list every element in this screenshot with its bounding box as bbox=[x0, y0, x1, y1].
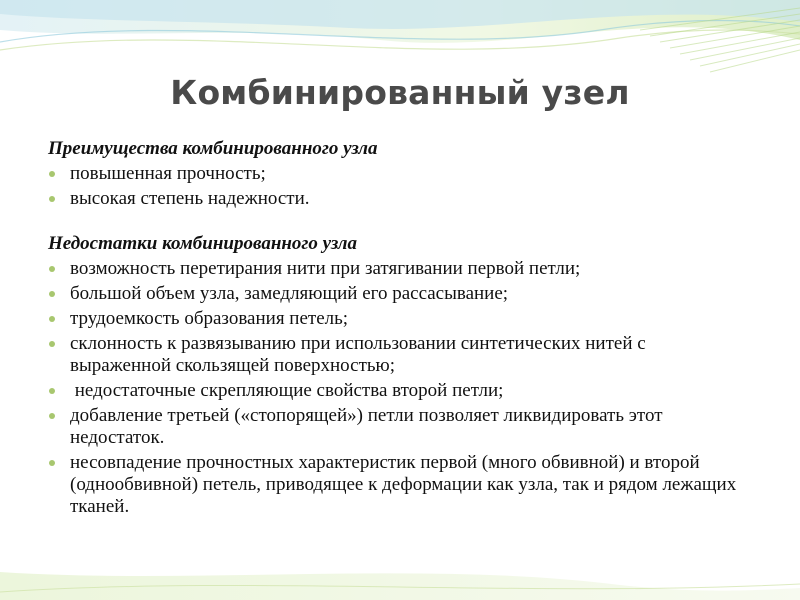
advantages-heading: Преимущества комбинированного узла bbox=[48, 138, 378, 159]
slide-body bbox=[48, 138, 748, 521]
bullet-icon bbox=[49, 196, 55, 202]
list-item: несовпадение прочностных характеристик первой (много обвивной) и второй (однообвивной) петель, приводящее к деформации как узла, так и рядом лежащих тканей. bbox=[48, 452, 748, 518]
list-item: высокая степень надежности. bbox=[48, 188, 748, 210]
bullet-icon bbox=[49, 291, 55, 297]
bullet-icon bbox=[49, 413, 55, 419]
list-item: недостаточные скрепляющие свойства второй петли; bbox=[48, 380, 748, 402]
list-item: добавление третьей («стопорящей») петли позволяет ликвидировать этот недостаток. bbox=[48, 405, 748, 449]
bullet-icon bbox=[49, 266, 55, 272]
list-item: большой объем узла, замедляющий его рассасывание; bbox=[48, 283, 748, 305]
bullet-icon bbox=[49, 171, 55, 177]
list-item: возможность перетирания нити при затягивании первой петли; bbox=[48, 258, 748, 280]
bullet-icon bbox=[49, 460, 55, 466]
disadvantages-heading: Недостатки комбинированного узла bbox=[48, 233, 358, 254]
slide-title: Комбинированный узел bbox=[170, 73, 630, 112]
advantages-list bbox=[48, 163, 748, 210]
list-item: повышенная прочность; bbox=[48, 163, 748, 185]
disadvantages-list bbox=[48, 258, 748, 518]
bullet-icon bbox=[49, 316, 55, 322]
list-item: трудоемкость образования петель; bbox=[48, 308, 748, 330]
list-item: склонность к развязыванию при использовании синтетических нитей с выраженной скользящей поверхностью; bbox=[48, 333, 748, 377]
bullet-icon bbox=[49, 341, 55, 347]
bullet-icon bbox=[49, 388, 55, 394]
